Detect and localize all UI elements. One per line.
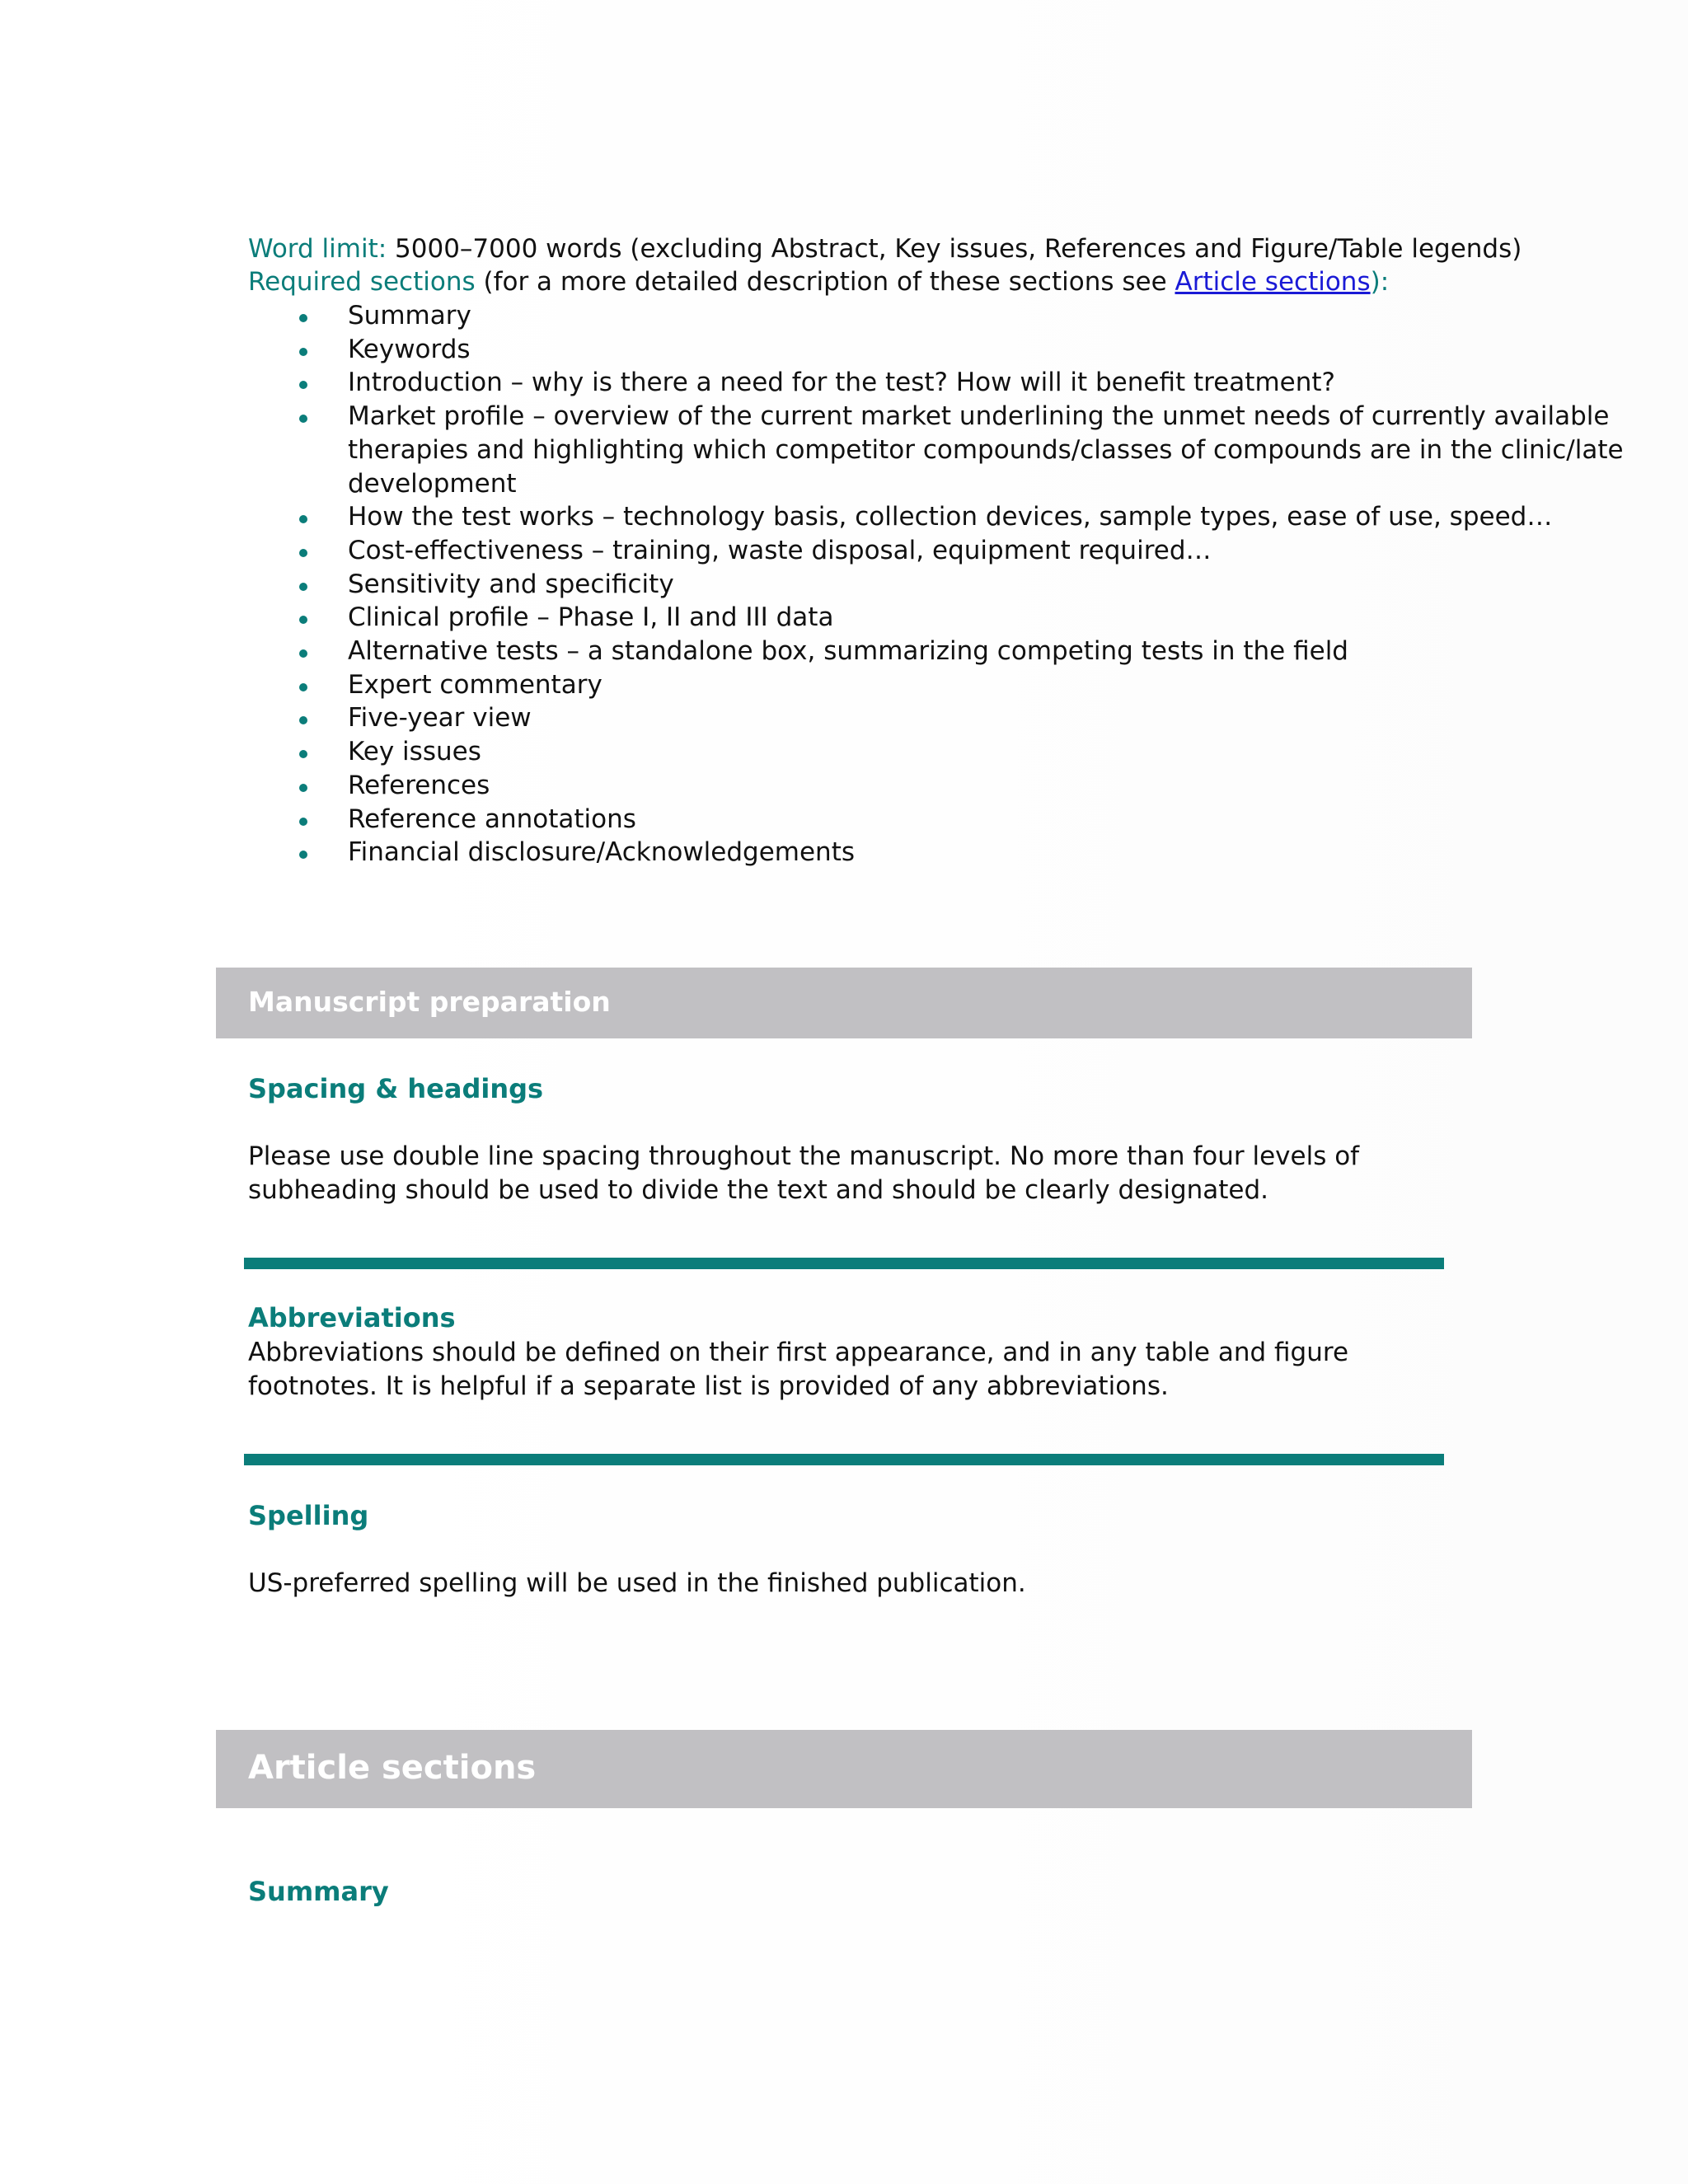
list-item: References: [248, 769, 1688, 803]
bullet-icon: [299, 649, 307, 658]
spelling-text: US-preferred spelling will be used in the finished publication.: [248, 1568, 1026, 1598]
bullet-icon: [299, 784, 307, 792]
list-item: Financial disclosure/Acknowledgements: [248, 836, 1688, 869]
list-item: Sensitivity and specificity: [248, 568, 1688, 602]
bullet-icon: [299, 616, 307, 624]
bullet-icon: [299, 549, 307, 557]
list-item: How the test works – technology basis, collection devices, sample types, ease of use, speed…: [248, 500, 1688, 534]
word-limit-text: 5000–7000 words (excluding Abstract, Key issues, References and Figure/Table legends): [387, 234, 1522, 264]
spacing-headings-text: Please use double line spacing throughout the manuscript. No more than four levels of subheading should be used to divide the text and should be clearly designated.: [248, 1141, 1360, 1205]
required-sections-text: (for a more detailed description of these sections see: [475, 267, 1175, 297]
summary-heading: Summary: [248, 1876, 389, 1907]
bullet-icon: [299, 515, 307, 523]
manuscript-preparation-bar: [216, 968, 1472, 1038]
list-item: Key issues: [248, 735, 1688, 769]
list-item: Five-year view: [248, 701, 1688, 735]
bullet-icon: [299, 818, 307, 826]
list-item: Market profile – overview of the current market underlining the unmet needs of currently available therapies and highlighting which competitor compounds/classes of compounds are in the clinic/late development: [248, 400, 1688, 500]
section-title: Article sections: [248, 1749, 537, 1787]
list-item: Keywords: [248, 333, 1688, 367]
list-item: Reference annotations: [248, 803, 1688, 837]
article-sections-bar: [216, 1730, 1472, 1808]
bullet-icon: [299, 683, 307, 691]
required-sections-label: Required sections: [248, 267, 476, 297]
required-sections-close: ):: [1370, 267, 1390, 297]
spacing-headings-heading: Spacing & headings: [248, 1073, 544, 1104]
bullet-icon: [299, 348, 307, 356]
bullet-icon: [299, 851, 307, 859]
abbreviations-heading: Abbreviations: [248, 1302, 456, 1333]
bullet-icon: [299, 415, 307, 423]
bullet-icon: [299, 716, 307, 724]
list-item: Clinical profile – Phase I, II and III data: [248, 601, 1688, 635]
list-item: Summary: [248, 299, 1688, 333]
bullet-icon: [299, 381, 307, 389]
section-divider: [244, 1258, 1444, 1269]
bullet-icon: [299, 750, 307, 758]
word-limit-line: [248, 232, 1522, 265]
section-divider: [244, 1454, 1444, 1465]
list-item: Introduction – why is there a need for the test? How will it benefit treatment?: [248, 366, 1688, 400]
list-item: Expert commentary: [248, 668, 1688, 702]
list-item: Alternative tests – a standalone box, summarizing competing tests in the field: [248, 635, 1688, 668]
list-item: Cost-effectiveness – training, waste disposal, equipment required…: [248, 534, 1688, 568]
bullet-icon: [299, 583, 307, 591]
article-sections-link[interactable]: Article sections: [1175, 267, 1371, 297]
bullet-icon: [299, 314, 307, 322]
required-sections-list: [248, 299, 1688, 869]
required-sections-line: [248, 265, 1389, 298]
spelling-heading: Spelling: [248, 1500, 369, 1531]
abbreviations-text: Abbreviations should be defined on their first appearance, and in any table and figure footnotes. It is helpful if a separate list is provided of any abbreviations.: [248, 1338, 1349, 1401]
word-limit-label: Word limit:: [248, 234, 387, 264]
section-title: Manuscript preparation: [248, 986, 611, 1018]
